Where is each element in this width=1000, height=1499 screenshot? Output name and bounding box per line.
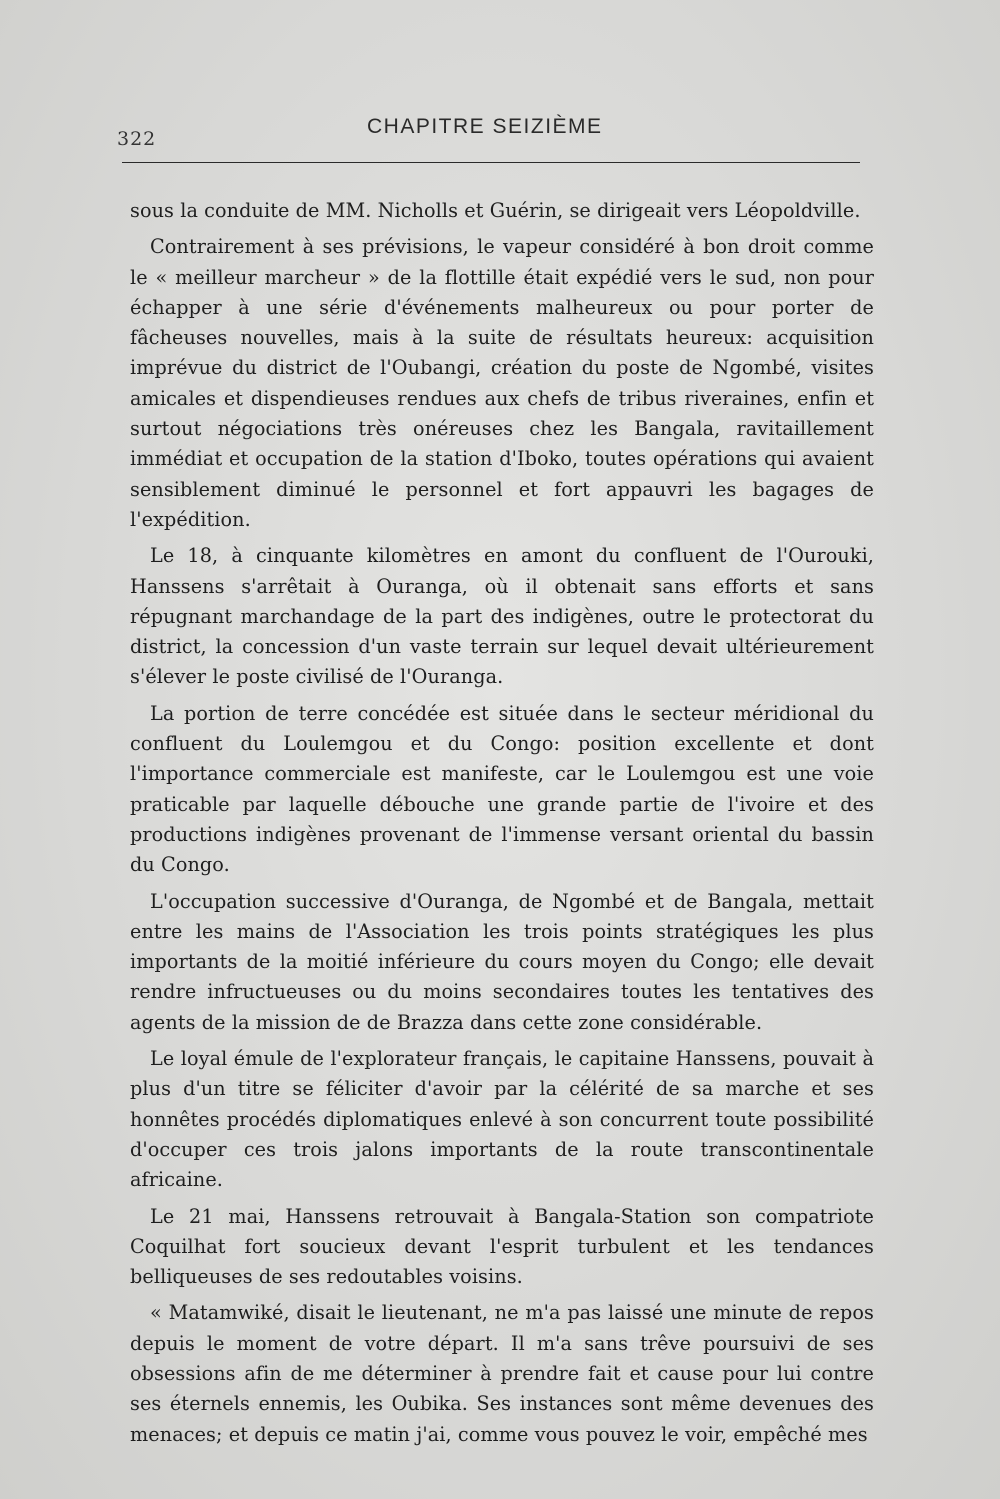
paragraph: La portion de terre concédée est située dans le secteur méridional du confluent du Loulemgou et du Congo: position excellente et dont l'importance commerciale est manifeste, car le Loulemgou est une voie praticable par laquelle débouche une grande partie de l'ivoire et des productions indigènes provenant de l'immense versant oriental du bassin du Congo.	[130, 701, 874, 877]
paragraph: L'occupation successive d'Ouranga, de Ngombé et de Bangala, mettait entre les mains de l'Association les trois points stratégiques les plus importants de la moitié inférieure du cours moyen du Congo; elle devait rendre infructueuses ou du moins secondaires toutes les tentatives des agents de la mission de de Brazza dans cette zone considérable.	[130, 889, 874, 1034]
paragraph: Contrairement à ses prévisions, le vapeur considéré à bon droit comme le « meilleur marcheur » de la flottille était expédié vers le sud, non pour échapper à une série d'événements malheureux ou pour porter de fâcheuses nouvelles, mais à la suite de résultats heureux: acquisition imprévue du district de l'Oubangi, création du poste de Ngombé, visites amicales et dispendieuses rendues aux chefs de tribus riveraines, enfin et surtout négociations très onéreuses chez les Bangala, ravitaillement immédiat et occupation de la station d'Iboko, toutes opérations qui avaient sensiblement diminué le personnel et fort appauvri les bagages de l'expédition.	[130, 235, 874, 531]
body-text	[130, 196, 874, 1450]
paragraph-continuation: sous la conduite de MM. Nicholls et Guérin, se dirigeait vers Léopoldville.	[130, 199, 861, 222]
page-number: 322	[117, 128, 157, 150]
paragraph-quote: « Matamwiké, disait le lieutenant, ne m'a pas laissé une minute de repos depuis le moment de votre départ. Il m'a sans trêve poursuivi de ses obsessions afin de me déterminer à prendre fait et cause pour lui contre ses éternels ennemis, les Oubika. Ses instances sont même devenues des menaces; et depuis ce matin j'ai, comme vous pouvez le voir, empêché mes	[130, 1301, 874, 1446]
paragraph: Le 18, à cinquante kilomètres en amont du confluent de l'Ourouki, Hanssens s'arrêtait à Ouranga, où il obtenait sans efforts et sans répugnant marchandage de la part des indigènes, outre le protectorat du district, la concession d'un vaste terrain sur lequel devait ultérieurement s'élever le poste civilisé de l'Ouranga.	[130, 544, 874, 689]
header-rule	[122, 162, 860, 163]
chapter-title: CHAPITRE SEIZIÈME	[367, 115, 603, 138]
paragraph: Le 21 mai, Hanssens retrouvait à Bangala-Station son compatriote Coquilhat fort soucieux devant l'esprit turbulent et les tendances belliqueuses de ses redoutables voisins.	[130, 1204, 874, 1289]
paragraph: Le loyal émule de l'explorateur français, le capitaine Hanssens, pouvait à plus d'un titre se féliciter d'avoir par la célérité de sa marche et ses honnêtes procédés diplomatiques enlevé à son concurrent toute possibilité d'occuper ces trois jalons importants de la route transcontinentale africaine.	[130, 1047, 874, 1192]
